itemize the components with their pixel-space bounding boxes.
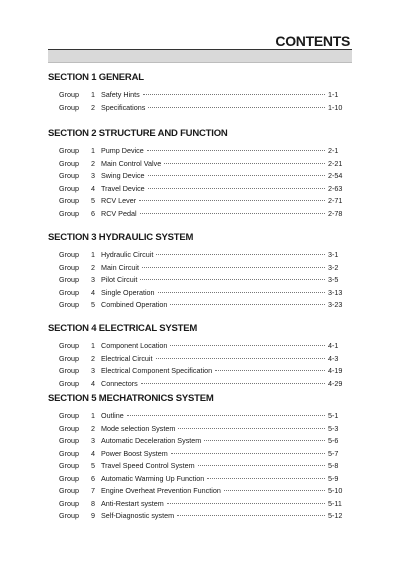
page-number: 2-21: [328, 158, 343, 168]
toc-section: [48, 392, 352, 523]
entry-title: Pump Device: [101, 146, 144, 155]
entry-title: Connectors: [101, 378, 138, 388]
section-title[interactable]: SECTION 5 MECHATRONICS SYSTEM: [48, 393, 214, 404]
page-number: 5-3: [328, 423, 339, 433]
page-number: 3-23: [328, 300, 343, 309]
group-number: 2: [91, 423, 95, 433]
dot-leader: [148, 174, 325, 176]
dot-leader: [164, 162, 325, 164]
toc-entry[interactable]: [48, 485, 352, 498]
toc-entry[interactable]: [48, 435, 352, 448]
toc-entry[interactable]: [48, 158, 352, 171]
page-number: 4-1: [328, 341, 339, 350]
page-number: 5-6: [328, 436, 339, 445]
entry-title: Electrical Component Specification: [101, 366, 213, 375]
group-number: 2: [91, 353, 95, 363]
page-number: 2-78: [328, 208, 343, 218]
group-label: Group: [59, 183, 79, 193]
toc-entry[interactable]: [48, 262, 352, 275]
group-number: 3: [91, 275, 95, 284]
page-number: 4-19: [328, 366, 343, 375]
group-label: Group: [59, 275, 79, 284]
group-label: Group: [59, 473, 79, 483]
toc-entry[interactable]: [48, 448, 352, 461]
dot-leader: [167, 502, 325, 504]
toc-entry[interactable]: [48, 89, 352, 102]
group-label: Group: [59, 511, 79, 520]
group-label: Group: [59, 196, 79, 205]
dot-leader: [178, 427, 325, 429]
entry-title: Self-Diagnostic system: [101, 511, 175, 520]
toc-entry[interactable]: [48, 365, 352, 378]
group-label: Group: [59, 300, 79, 309]
contents-title: CONTENTS: [275, 33, 350, 49]
page-number: 3-1: [328, 250, 339, 259]
dot-leader: [148, 187, 325, 189]
dot-leader: [127, 414, 325, 416]
entry-title: Automatic Warming Up Function: [101, 473, 205, 483]
page-number: 1-1: [328, 90, 339, 99]
page-number: 5-8: [328, 461, 339, 470]
group-label: Group: [59, 171, 79, 180]
group-label: Group: [59, 498, 79, 508]
entry-title: Travel Speed Control System: [101, 461, 195, 470]
entry-title: RCV Pedal: [101, 208, 137, 218]
entry-title: Main Circuit: [101, 262, 139, 272]
dot-leader: [148, 106, 325, 108]
section-title[interactable]: SECTION 3 HYDRAULIC SYSTEM: [48, 232, 194, 243]
dot-leader: [140, 278, 325, 280]
entry-title: Main Control Valve: [101, 158, 162, 168]
page-number: 5-1: [328, 411, 339, 420]
dot-leader: [158, 291, 325, 293]
section-title[interactable]: SECTION 1 GENERAL: [48, 72, 144, 83]
group-label: Group: [59, 250, 79, 259]
section-title[interactable]: SECTION 4 ELECTRICAL SYSTEM: [48, 323, 198, 334]
toc-entry[interactable]: [48, 340, 352, 353]
toc-entry[interactable]: [48, 299, 352, 312]
dot-leader: [142, 266, 325, 268]
entry-title: Combined Operation: [101, 300, 168, 309]
entry-title: Hydraulic Circuit: [101, 250, 154, 259]
group-number: 6: [91, 473, 95, 483]
toc-entry[interactable]: [48, 145, 352, 158]
page-number: 4-3: [328, 353, 339, 363]
toc-entry[interactable]: [48, 183, 352, 196]
toc-entry[interactable]: [48, 170, 352, 183]
toc-entry[interactable]: [48, 208, 352, 221]
header-bar: [48, 50, 352, 63]
group-label: Group: [59, 411, 79, 420]
dot-leader: [171, 452, 325, 454]
group-number: 2: [91, 102, 95, 112]
page-number: 2-1: [328, 146, 339, 155]
entry-title: Anti-Restart system: [101, 498, 164, 508]
page-number: 2-71: [328, 196, 343, 205]
group-label: Group: [59, 486, 79, 495]
group-number: 7: [91, 486, 95, 495]
dot-leader: [143, 93, 325, 95]
dot-leader: [207, 477, 325, 479]
group-number: 5: [91, 196, 95, 205]
toc-entry[interactable]: [48, 274, 352, 287]
group-number: 6: [91, 208, 95, 218]
dot-leader: [156, 253, 325, 255]
entry-title: Engine Overheat Prevention Function: [101, 486, 221, 495]
entry-title: Mode selection System: [101, 423, 176, 433]
group-number: 1: [91, 146, 95, 155]
entry-title: Pilot Circuit: [101, 275, 138, 284]
page-number: 2-54: [328, 171, 343, 180]
toc-section: [48, 127, 352, 220]
dot-leader: [141, 382, 325, 384]
group-number: 5: [91, 300, 95, 309]
group-label: Group: [59, 461, 79, 470]
page-number: 4-29: [328, 378, 343, 388]
toc-section: [48, 231, 352, 312]
dot-leader: [204, 439, 325, 441]
group-label: Group: [59, 262, 79, 272]
group-number: 3: [91, 436, 95, 445]
page-number: 3-2: [328, 262, 339, 272]
group-number: 9: [91, 511, 95, 520]
entry-title: Power Boost System: [101, 448, 168, 458]
group-number: 1: [91, 90, 95, 99]
entry-title: Specifications: [101, 102, 146, 112]
group-label: Group: [59, 158, 79, 168]
toc-entry[interactable]: [48, 195, 352, 208]
toc-entry[interactable]: [48, 498, 352, 511]
toc-entry[interactable]: [48, 353, 352, 366]
entry-title: Safety Hints: [101, 90, 140, 99]
entry-title: RCV Lever: [101, 196, 137, 205]
entry-title: Swing Device: [101, 171, 145, 180]
dot-leader: [140, 212, 325, 214]
page-number: 5-12: [328, 511, 343, 520]
page-number: 5-10: [328, 486, 343, 495]
dot-leader: [215, 369, 325, 371]
entry-title: Component Location: [101, 341, 168, 350]
entry-title: Single Operation: [101, 287, 155, 297]
toc-entry[interactable]: [48, 378, 352, 391]
section-title[interactable]: SECTION 2 STRUCTURE AND FUNCTION: [48, 128, 228, 139]
group-label: Group: [59, 90, 79, 99]
group-number: 1: [91, 341, 95, 350]
group-label: Group: [59, 436, 79, 445]
group-label: Group: [59, 423, 79, 433]
group-number: 4: [91, 378, 95, 388]
toc-section: [48, 71, 352, 114]
group-number: 5: [91, 461, 95, 470]
page-number: 3-5: [328, 275, 339, 284]
dot-leader: [170, 303, 325, 305]
toc-entry[interactable]: [48, 510, 352, 523]
toc-entry[interactable]: [48, 249, 352, 262]
page-number: 5-9: [328, 473, 339, 483]
group-label: Group: [59, 102, 79, 112]
group-number: 8: [91, 498, 95, 508]
group-label: Group: [59, 366, 79, 375]
group-label: Group: [59, 208, 79, 218]
group-label: Group: [59, 353, 79, 363]
toc-entry[interactable]: [48, 410, 352, 423]
group-label: Group: [59, 146, 79, 155]
dot-leader: [177, 514, 325, 516]
group-number: 4: [91, 448, 95, 458]
group-label: Group: [59, 287, 79, 297]
group-number: 4: [91, 183, 95, 193]
group-number: 1: [91, 250, 95, 259]
entry-title: Automatic Deceleration System: [101, 436, 202, 445]
toc-entry[interactable]: [48, 287, 352, 300]
page-number: 2-63: [328, 183, 343, 193]
page-number: 5-11: [328, 498, 342, 508]
toc-section: [48, 322, 352, 390]
toc-entry[interactable]: [48, 102, 352, 115]
dot-leader: [198, 464, 325, 466]
group-number: 3: [91, 171, 95, 180]
toc-entry[interactable]: [48, 473, 352, 486]
group-label: Group: [59, 341, 79, 350]
group-label: Group: [59, 378, 79, 388]
group-number: 2: [91, 158, 95, 168]
page-number: 5-7: [328, 448, 339, 458]
entry-title: Outline: [101, 411, 124, 420]
group-number: 1: [91, 411, 95, 420]
toc-entry[interactable]: [48, 460, 352, 473]
group-label: Group: [59, 448, 79, 458]
group-number: 2: [91, 262, 95, 272]
dot-leader: [224, 489, 325, 491]
page-number: 1-10: [328, 102, 343, 112]
toc-entry[interactable]: [48, 423, 352, 436]
dot-leader: [147, 149, 325, 151]
dot-leader: [170, 344, 325, 346]
dot-leader: [156, 357, 325, 359]
entry-title: Electrical Circuit: [101, 353, 153, 363]
group-number: 4: [91, 287, 95, 297]
entry-title: Travel Device: [101, 183, 145, 193]
page-number: 3-13: [328, 287, 343, 297]
group-number: 3: [91, 366, 95, 375]
dot-leader: [139, 199, 325, 201]
